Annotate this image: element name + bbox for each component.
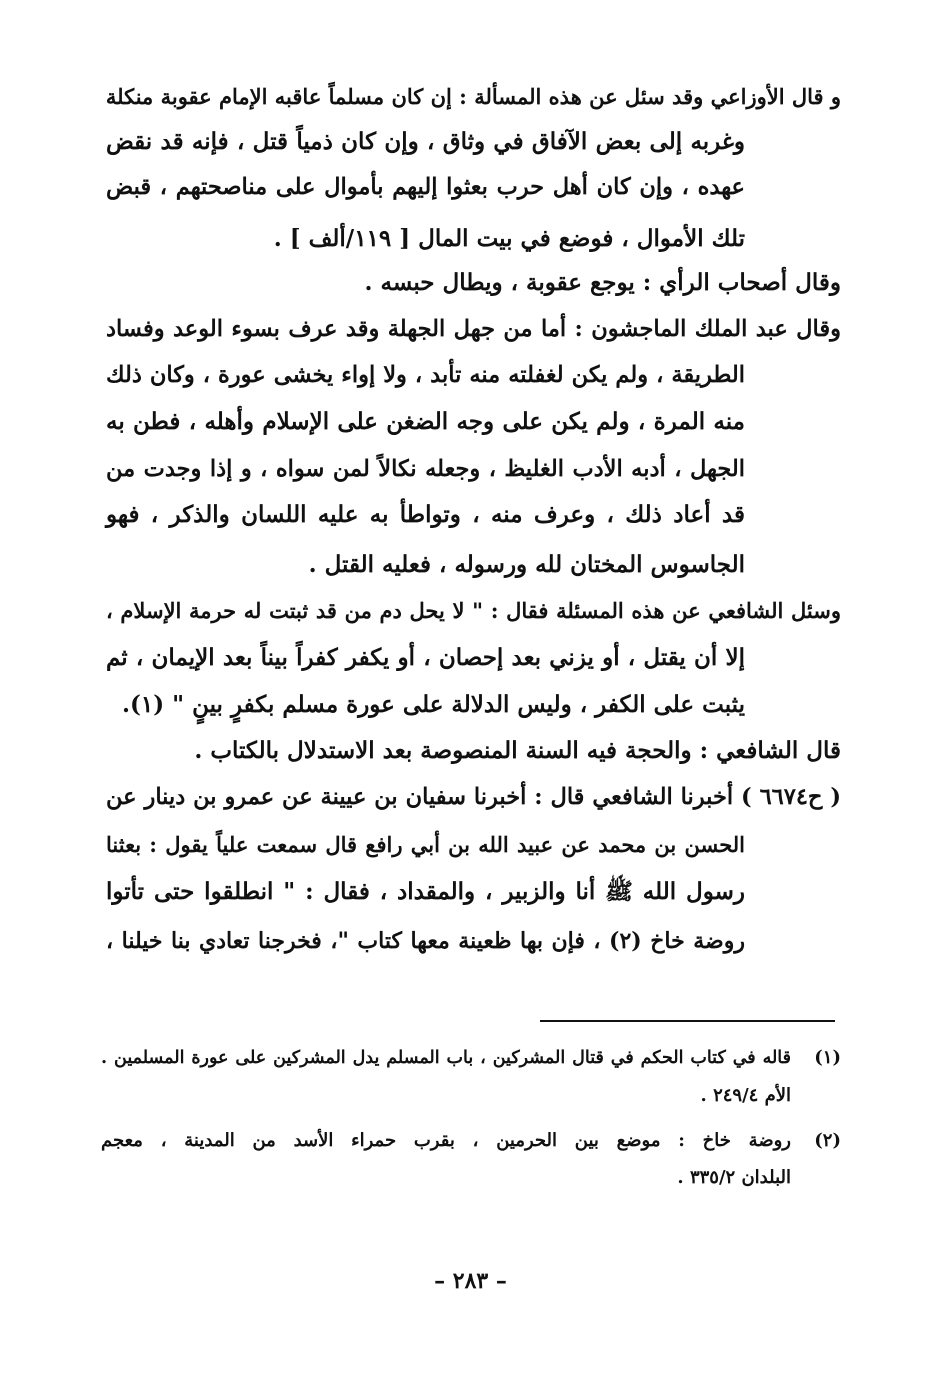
body-line: قال الشافعي : والحجة فيه السنة المنصوصة بعد الاستدلال بالكتاب . xyxy=(194,737,841,764)
footnote-number: (١) xyxy=(814,1047,841,1068)
footnote-continuation: البلدان ٣٣٥/٢ . xyxy=(677,1167,791,1188)
body-line: الجهل ، أدبه الأدب الغليظ ، وجعله نكالاً لمن سواه ، و إذا وجدت من xyxy=(106,456,745,482)
body-line: وقال عبد الملك الماجشون : أما من جهل الجهلة وقد عرف بسوء الوعد وفساد xyxy=(106,316,841,342)
body-line: يثبت على الكفر ، وليس الدلالة على عورة مسلم بكفرٍ بينٍ " (١). xyxy=(121,691,745,718)
footnote-text: روضة خاخ : موضع بين الحرمين ، بقرب حمراء الأسد من المدينة ، معجم xyxy=(101,1130,791,1151)
body-line: منه المرة ، ولم يكن على وجه الضغن على الإسلام وأهله ، فطن به xyxy=(106,408,745,435)
footnote-continuation: الأم ٢٤٩/٤ . xyxy=(700,1085,791,1106)
body-line: وغربه إلى بعض الآفاق في وثاق ، وإن كان ذمياً قتل ، فإنه قد نقض xyxy=(106,128,745,155)
body-line: الجاسوس المختان لله ورسوله ، فعليه القتل . xyxy=(308,551,745,578)
body-line: الطريقة ، ولم يكن لغفلته منه تأبد ، ولا إواء يخشى عورة ، وكان ذلك xyxy=(106,362,745,388)
body-line: وسئل الشافعي عن هذه المسئلة فقال : " لا يحل دم من قد ثبتت له حرمة الإسلام ، xyxy=(106,598,841,623)
body-line: و قال الأوزاعي وقد سئل عن هذه المسألة : إن كان مسلماً عاقبه الإمام عقوبة منكلة xyxy=(105,84,841,109)
footnote-separator xyxy=(540,1020,835,1022)
footnote-text: قاله في كتاب الحكم في قتال المشركين ، باب المسلم يدل المشركين على عورة المسلمين . xyxy=(101,1048,791,1068)
body-line: وقال أصحاب الرأي : يوجع عقوبة ، ويطال حبسه . xyxy=(364,269,841,296)
footnote-number: (٢) xyxy=(814,1130,841,1151)
body-line: تلك الأموال ، فوضع في بيت المال [ ١١٩/ألف ] . xyxy=(273,225,745,252)
body-line: ( ح٦٦٧٤ ) أخبرنا الشافعي قال : أخبرنا سفيان بن عيينة عن عمرو بن دينار عن xyxy=(106,784,841,810)
body-line: عهده ، وإن كان أهل حرب بعثوا إليهم بأموال على مناصحتهم ، قبض xyxy=(106,174,745,200)
body-line: إلا أن يقتل ، أو يزني بعد إحصان ، أو يكفر كفراً بيناً بعد الإيمان ، ثم xyxy=(106,644,745,671)
body-line: روضة خاخ (٢) ، فإن بها ظعينة معها كتاب "، فخرجنا تعادي بنا خيلنا ، xyxy=(106,928,745,954)
body-line: الحسن بن محمد عن عبيد الله بن أبي رافع قال سمعت علياً يقول : بعثنا xyxy=(106,832,745,857)
body-line: قد أعاد ذلك ، وعرف منه ، وتواطأ به عليه اللسان والذكر ، فهو xyxy=(106,501,745,528)
page-number: – ٢٨٣ – xyxy=(434,1268,507,1294)
body-line: رسول الله ﷺ أنا والزبير ، والمقداد ، فقال : " انطلقوا حتى تأتوا xyxy=(106,878,745,905)
